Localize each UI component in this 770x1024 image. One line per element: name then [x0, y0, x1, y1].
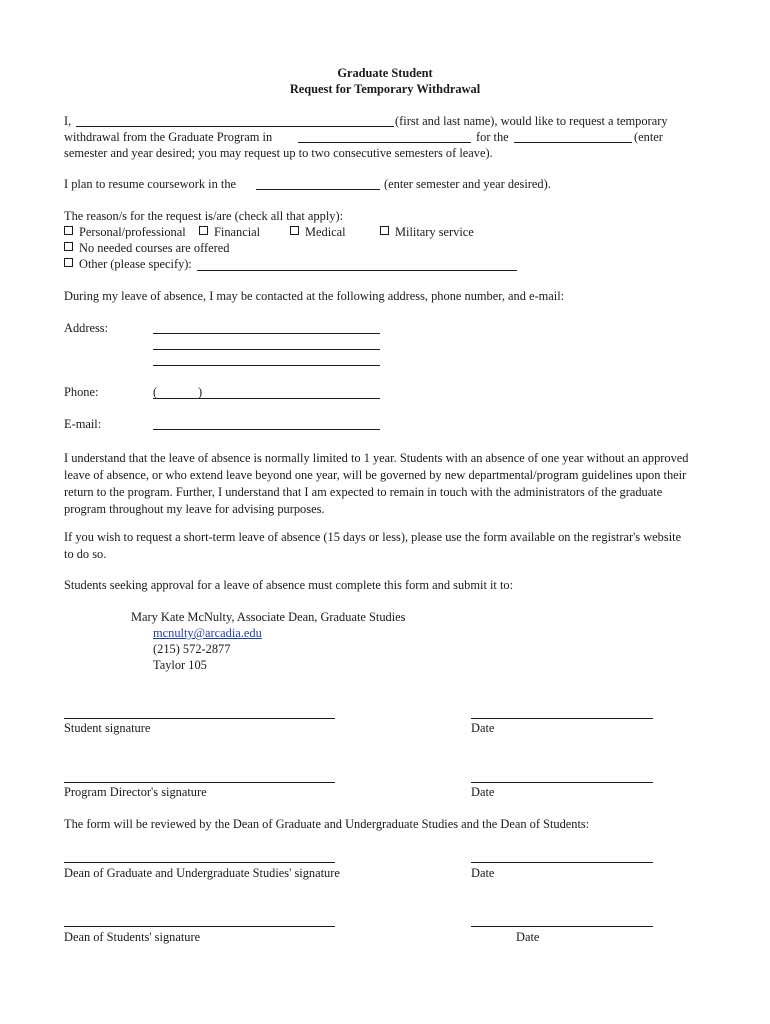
intro-line2-a: withdrawal from the Graduate Program in [64, 130, 273, 144]
reason-no-courses[interactable]: No needed courses are offered [64, 241, 229, 256]
name-field[interactable] [76, 126, 394, 127]
understand-paragraph: I understand that the leave of absence is normally limited to 1 year. Students with an absence of one year without an approved leave of absence, or who extend leave beyond one year, will be governed by new departmental/program guidelines upon their return to the program. Further, I understand that I am expected to remain in touch with the administrators of the graduate program throughout my leave for advising purposes. [64, 451, 689, 516]
checkbox-icon[interactable] [64, 258, 73, 267]
dean-students-signature-line[interactable] [64, 926, 335, 927]
resume-suffix: (enter semester and year desired). [384, 177, 551, 191]
dean-email-link[interactable]: mcnulty@arcadia.edu [153, 626, 262, 640]
dean-students-date-label: Date [516, 930, 540, 944]
dean-grad-signature-line[interactable] [64, 862, 335, 863]
dean-grad-date-label: Date [471, 866, 495, 880]
review-note: The form will be reviewed by the Dean of Graduate and Undergraduate Studies and the Dean of Students: [64, 817, 590, 831]
checkbox-icon[interactable] [380, 226, 389, 235]
dean-grad-date-line[interactable] [471, 862, 653, 863]
dean-students-date-line[interactable] [471, 926, 653, 927]
resume-field[interactable] [256, 189, 380, 190]
student-date-label: Date [471, 721, 495, 735]
checkbox-icon[interactable] [290, 226, 299, 235]
intro-after-name: (first and last name), would like to request a temporary [395, 114, 668, 128]
email-field[interactable] [153, 429, 380, 430]
reason-personal[interactable]: Personal/professional [64, 225, 186, 240]
dean-grad-signature-label: Dean of Graduate and Undergraduate Studies' signature [64, 866, 340, 880]
form-subtitle: Request for Temporary Withdrawal [289, 82, 481, 96]
address-field-2[interactable] [153, 349, 380, 350]
semester-field[interactable] [514, 142, 632, 143]
reasons-heading: The reason/s for the request is/are (check all that apply): [64, 209, 344, 223]
intro-line2-b: for the [476, 130, 509, 144]
dean-phone: (215) 572-2877 [153, 642, 231, 656]
address-label: Address: [64, 321, 109, 335]
dean-students-signature-label: Dean of Students' signature [64, 930, 201, 944]
phone-field[interactable] [153, 398, 380, 399]
director-signature-line[interactable] [64, 782, 335, 783]
phone-paren-open: ( [153, 385, 158, 399]
student-signature-label: Student signature [64, 721, 151, 735]
dean-office: Taylor 105 [153, 658, 207, 672]
intro-line3: semester and year desired; you may request up to two consecutive semesters of leave). [64, 146, 493, 160]
other-specify-field[interactable] [197, 270, 517, 271]
dean-name-title: Mary Kate McNulty, Associate Dean, Graduate Studies [131, 610, 406, 624]
address-field-3[interactable] [153, 365, 380, 366]
submit-instructions: Students seeking approval for a leave of absence must complete this form and submit it to: [64, 578, 514, 592]
student-date-line[interactable] [471, 718, 653, 719]
form-title: Graduate Student [337, 66, 433, 80]
student-signature-line[interactable] [64, 718, 335, 719]
reason-financial[interactable]: Financial [199, 225, 260, 240]
program-field[interactable] [298, 142, 471, 143]
phone-paren-close: ) [198, 385, 203, 399]
checkbox-icon[interactable] [64, 226, 73, 235]
reason-medical[interactable]: Medical [290, 225, 346, 240]
intro-line2-c: (enter [634, 130, 663, 144]
director-signature-label: Program Director's signature [64, 785, 207, 799]
reason-other[interactable]: Other (please specify): [64, 257, 192, 272]
email-label: E-mail: [64, 417, 102, 431]
director-date-label: Date [471, 785, 495, 799]
checkbox-icon[interactable] [64, 242, 73, 251]
address-field-1[interactable] [153, 333, 380, 334]
short-term-paragraph: If you wish to request a short-term leave of absence (15 days or less), please use the form available on the registrar's website to do so. [64, 530, 682, 561]
reason-military[interactable]: Military service [380, 225, 474, 240]
intro-prefix: I, [64, 114, 72, 128]
checkbox-icon[interactable] [199, 226, 208, 235]
phone-label: Phone: [64, 385, 99, 399]
director-date-line[interactable] [471, 782, 653, 783]
resume-prefix: I plan to resume coursework in the [64, 177, 237, 191]
contact-intro: During my leave of absence, I may be contacted at the following address, phone number, and e-mail: [64, 289, 565, 303]
